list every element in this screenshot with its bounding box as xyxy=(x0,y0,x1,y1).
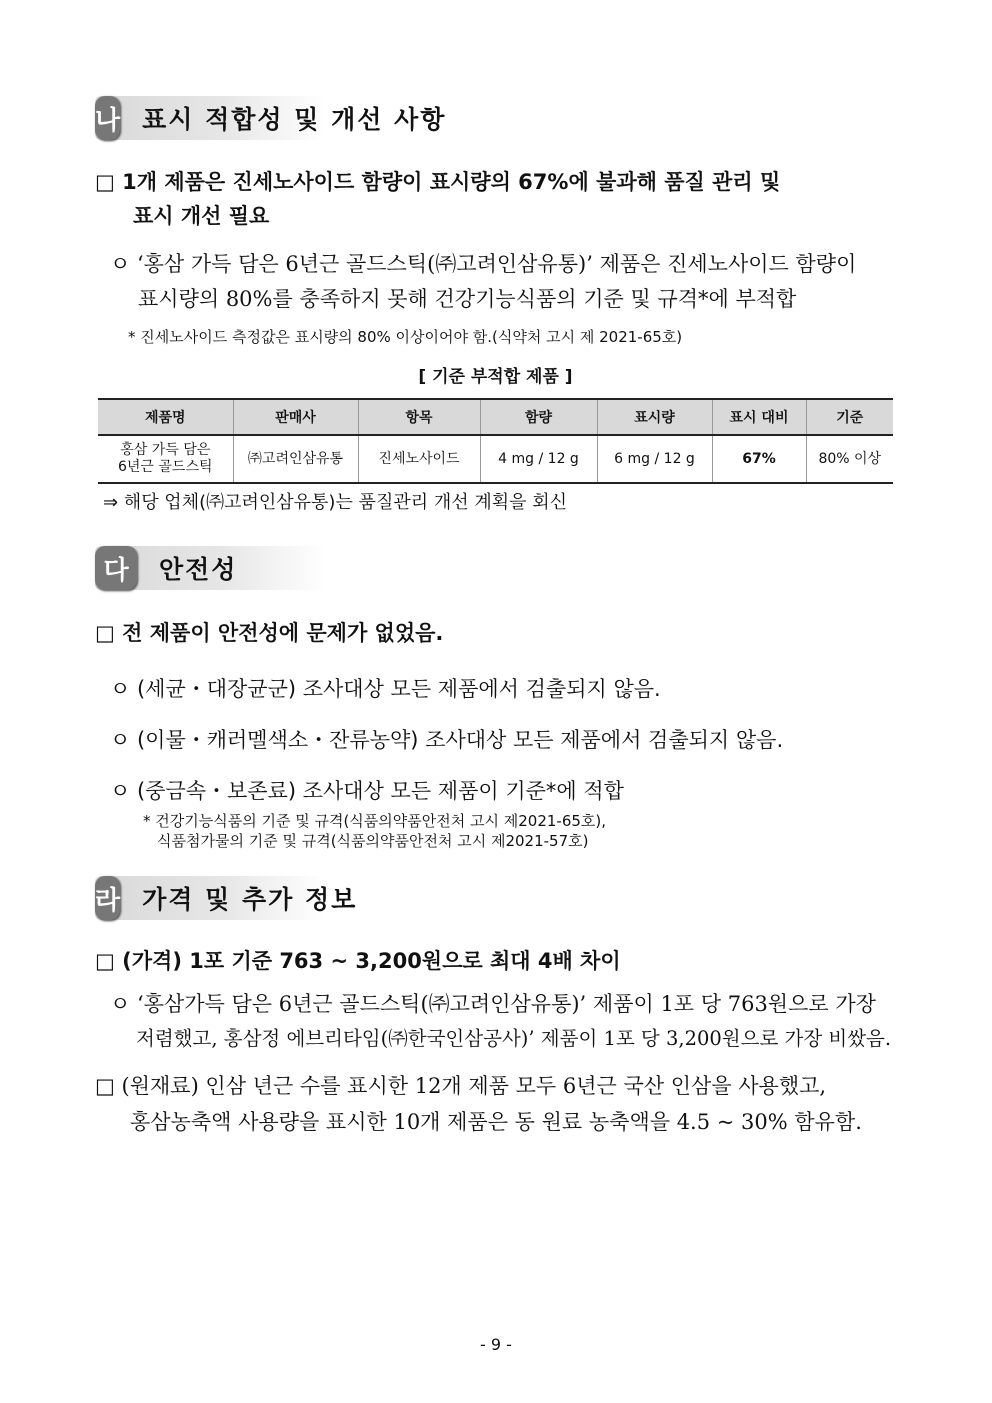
section-title: 가격 및 추가 정보 xyxy=(142,885,358,914)
paragraph-line: 홍삼농축액 사용량을 표시한 10개 제품은 동 원료 농축액을 4.5 ~ 30% 함유함. xyxy=(130,1110,862,1134)
table-cell-standard: 80% 이상 xyxy=(806,435,893,483)
bullet-line: 표시량의 80%를 충족하지 못해 건강기능식품의 기준 및 규격*에 부적합 xyxy=(138,287,797,311)
table-header-row xyxy=(98,399,893,435)
paragraph-line: □ 1개 제품은 진세노사이드 함량이 표시량의 67%에 불과해 품질 관리 및 xyxy=(95,170,781,194)
product-name-line: 홍삼 가득 담은 xyxy=(120,442,211,458)
follow-up-note: ⇒ 해당 업체(㈜고려인삼유통)는 품질관리 개선 계획을 회신 xyxy=(103,492,567,513)
table-cell-item: 진세노사이드 xyxy=(358,435,480,483)
table-cell-content: 4 mg / 12 g xyxy=(480,435,597,483)
footnote: * 진세노사이드 측정값은 표시량의 80% 이상이어야 함.(식약처 고시 제 2021-65호) xyxy=(128,328,683,346)
bullet-line: 저렴했고, 홍삼정 에브리타임(㈜한국인삼공사)’ 제품이 1포 당 3,200원으로 가장 비쌌음. xyxy=(136,1027,892,1050)
table-header: 표시량 xyxy=(597,399,712,435)
table-header: 함량 xyxy=(480,399,597,435)
section-title: 안전성 xyxy=(159,555,238,584)
section-badge: 나 xyxy=(95,96,120,140)
bullet-line: ㅇ (이물・캐러멜색소・잔류농약) 조사대상 모든 제품에서 검출되지 않음. xyxy=(110,728,784,752)
table-header: 항목 xyxy=(358,399,480,435)
paragraph-line: □ (가격) 1포 기준 763 ~ 3,200원으로 최대 4배 차이 xyxy=(95,949,621,973)
paragraph-line: □ 전 제품이 안전성에 문제가 없었음. xyxy=(95,621,444,645)
page-number: - 9 - xyxy=(480,1335,512,1354)
table-header: 제품명 xyxy=(98,399,233,435)
section-header-ra xyxy=(95,876,358,920)
bullet-line: ㅇ ‘홍삼가득 담은 6년근 골드스틱(㈜고려인삼유통)’ 제품이 1포 당 763원으로 가장 xyxy=(110,992,876,1016)
table-caption: [ 기준 부적합 제품 ] xyxy=(418,367,573,387)
section-title: 표시 적합성 및 개선 사항 xyxy=(142,105,447,134)
table-row xyxy=(98,435,893,483)
bullet-line: ㅇ (세균・대장균군) 조사대상 모든 제품에서 검출되지 않음. xyxy=(110,677,661,701)
table-header: 기준 xyxy=(806,399,893,435)
footnote: * 건강기능식품의 기준 및 규격(식품의약품안전처 고시 제2021-65호), xyxy=(143,812,607,830)
table-header: 판매사 xyxy=(233,399,358,435)
table-header: 표시 대비 xyxy=(712,399,806,435)
product-name-line: 6년근 골드스틱 xyxy=(117,459,213,475)
paragraph-line: 표시 개선 필요 xyxy=(133,204,270,228)
table-cell-label: 6 mg / 12 g xyxy=(597,435,712,483)
table-cell-seller: ㈜고려인삼유통 xyxy=(233,435,358,483)
bullet-line: ㅇ (중금속・보존료) 조사대상 모든 제품이 기준*에 적합 xyxy=(110,779,624,803)
table-cell-product xyxy=(98,435,233,483)
section-header-na xyxy=(95,96,447,140)
section-badge: 라 xyxy=(95,876,120,920)
bullet-line: ㅇ ‘홍삼 가득 담은 6년근 골드스틱(㈜고려인삼유통)’ 제품은 진세노사이드 함량이 xyxy=(110,252,857,276)
noncompliant-products-table xyxy=(98,398,893,484)
section-badge: 다 xyxy=(95,546,137,590)
section-header-da xyxy=(95,546,325,590)
table-cell-ratio: 67% xyxy=(712,435,806,483)
paragraph-line: □ (원재료) 인삼 년근 수를 표시한 12개 제품 모두 6년근 국산 인삼을 사용했고, xyxy=(95,1074,827,1098)
footnote: 식품첨가물의 기준 및 규격(식품의약품안전처 고시 제2021-57호) xyxy=(157,832,589,850)
